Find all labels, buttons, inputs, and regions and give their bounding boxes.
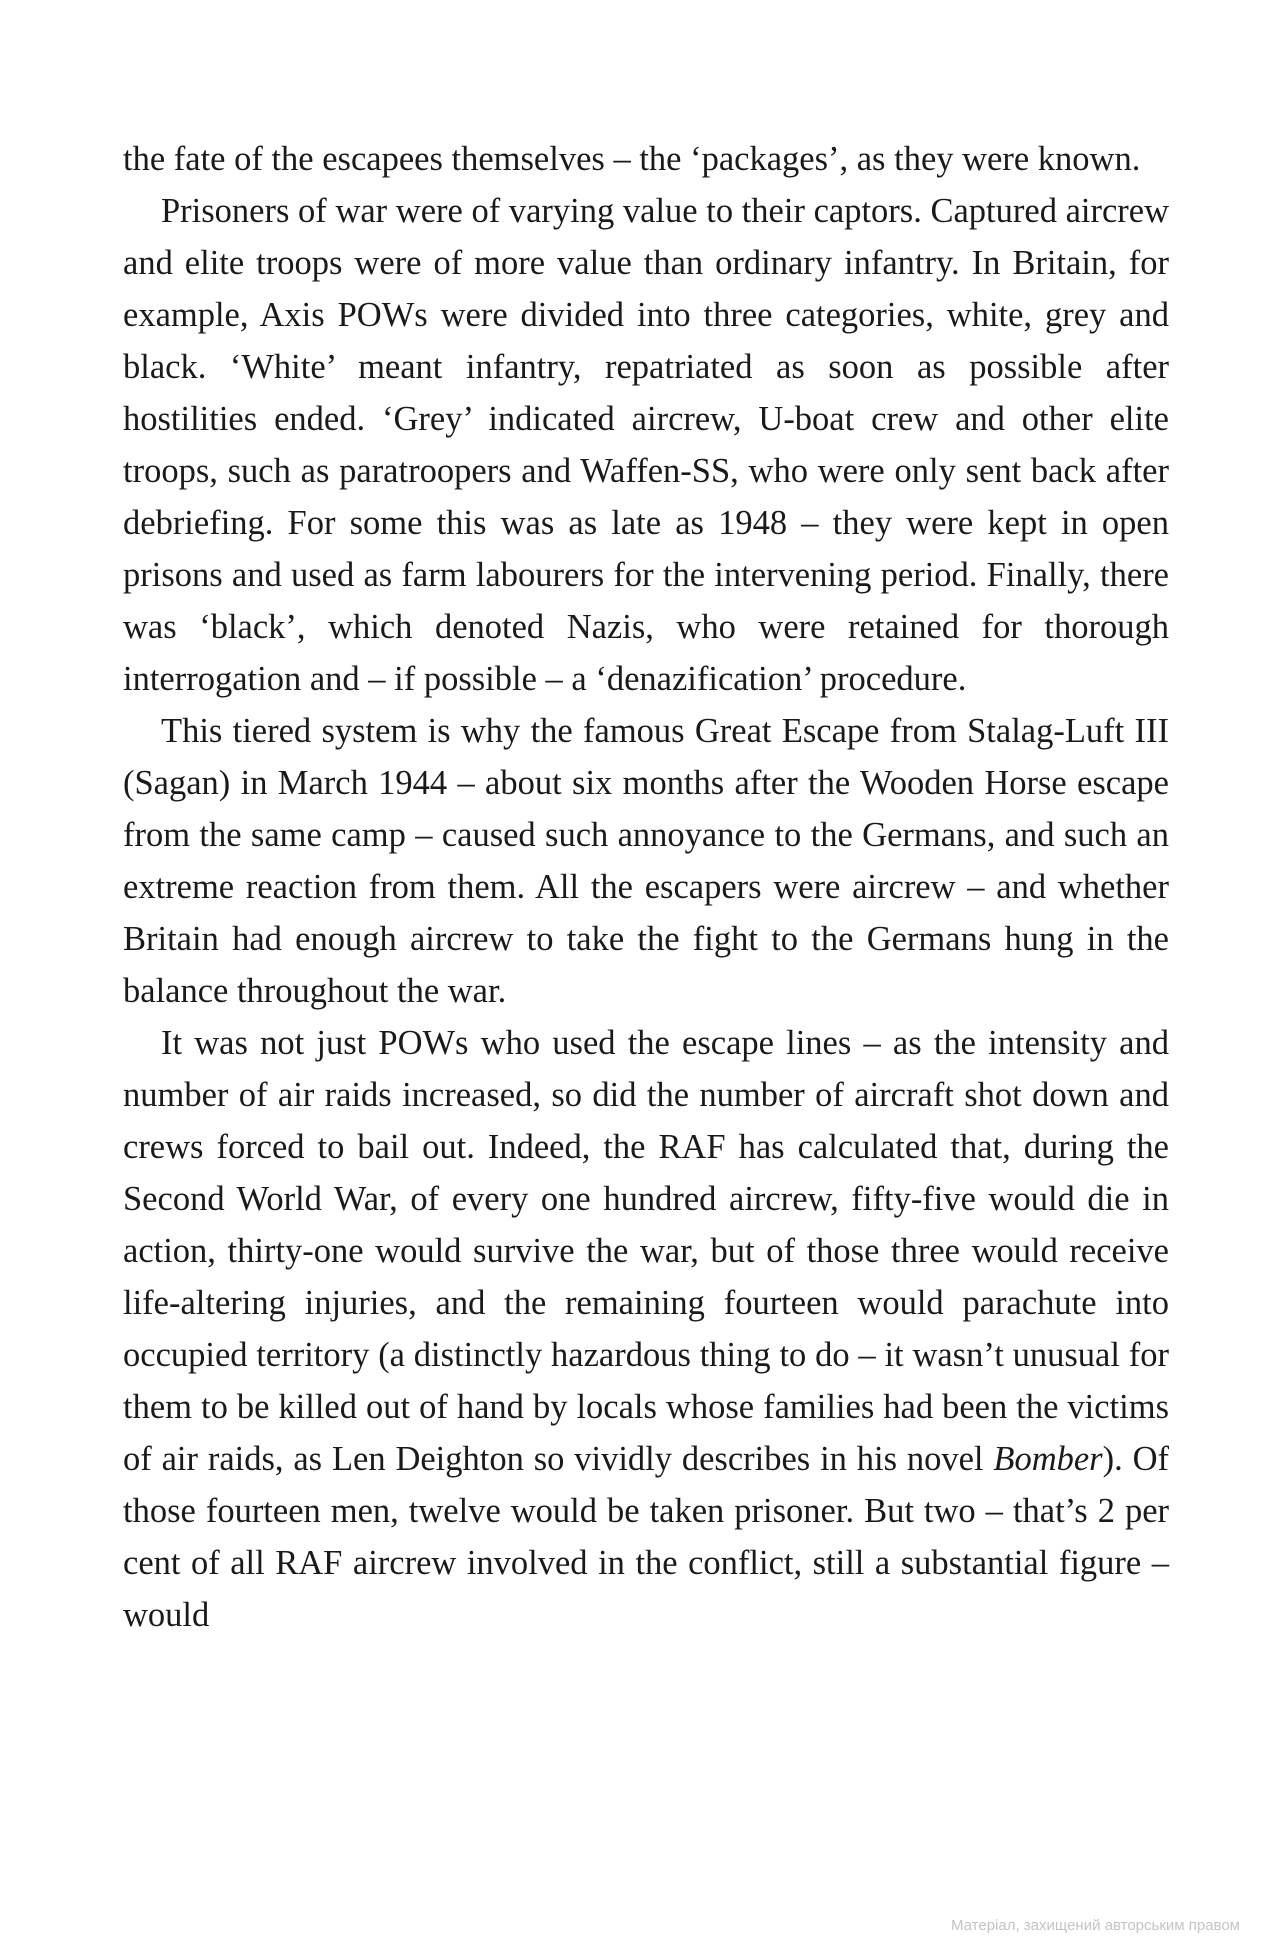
paragraph-text-before: It was not just POWs who used the escape lines – as the intensity and number of air raids increased, so did the number of aircraft shot down and crews forced to bail out. Indeed, the RAF has calculated that, during the Second World War, of every one hundred aircrew, fifty-five would die in action, thirty-one would survive the war, but of those three would receive life-altering injuries, and the remaining fourteen would parachute into occupied territory (a distinctly hazardous thing to do – it wasn’t unusual for them to be killed out of hand by locals whose families had been the victims of air raids, as Len Deighton so vividly describes in his novel xyxy=(123,1024,1169,1478)
copyright-watermark: Матеріал, захищений авторським правом xyxy=(950,1917,1240,1934)
paragraph-pow-categories: Prisoners of war were of varying value to their captors. Captured aircrew and elite troops were of more value than ordinary infantry. In Britain, for example, Axis POWs were divided into three categories, white, grey and black. ‘White’ meant infantry, repatriated as soon as possible after hostilities ended. ‘Grey’ indicated aircrew, U-boat crew and other elite troops, such as paratroopers and Waffen-SS, who were only sent back after debriefing. For some this was as late as 1948 – they were kept in open prisons and used as farm labourers for the intervening period. Finally, there was ‘black’, which denoted Nazis, who were retained for thorough interrogation and – if possible – a ‘denazification’ procedure. xyxy=(123,192,1169,698)
book-title-italic: Bomber xyxy=(993,1440,1103,1478)
page-body xyxy=(123,133,1169,1641)
paragraph-escape-lines xyxy=(123,1017,1169,1641)
paragraph-great-escape: This tiered system is why the famous Great Escape from Stalag-Luft III (Sagan) in March 1944 – about six months after the Wooden Horse escape from the same camp – caused such annoyance to the Germans, and such an extreme reaction from them. All the escapers were aircrew – and whether Britain had enough aircrew to take the fight to the Germans hung in the balance throughout the war. xyxy=(123,712,1169,1010)
paragraph-continuation: the fate of the escapees themselves – the ‘packages’, as they were known. xyxy=(123,140,1141,178)
paragraph-text-after: ). Of those fourteen men, twelve would be taken prisoner. But two – that’s 2 per cent of all RAF aircrew involved in the conflict, still a substantial figure – would xyxy=(123,1440,1169,1634)
